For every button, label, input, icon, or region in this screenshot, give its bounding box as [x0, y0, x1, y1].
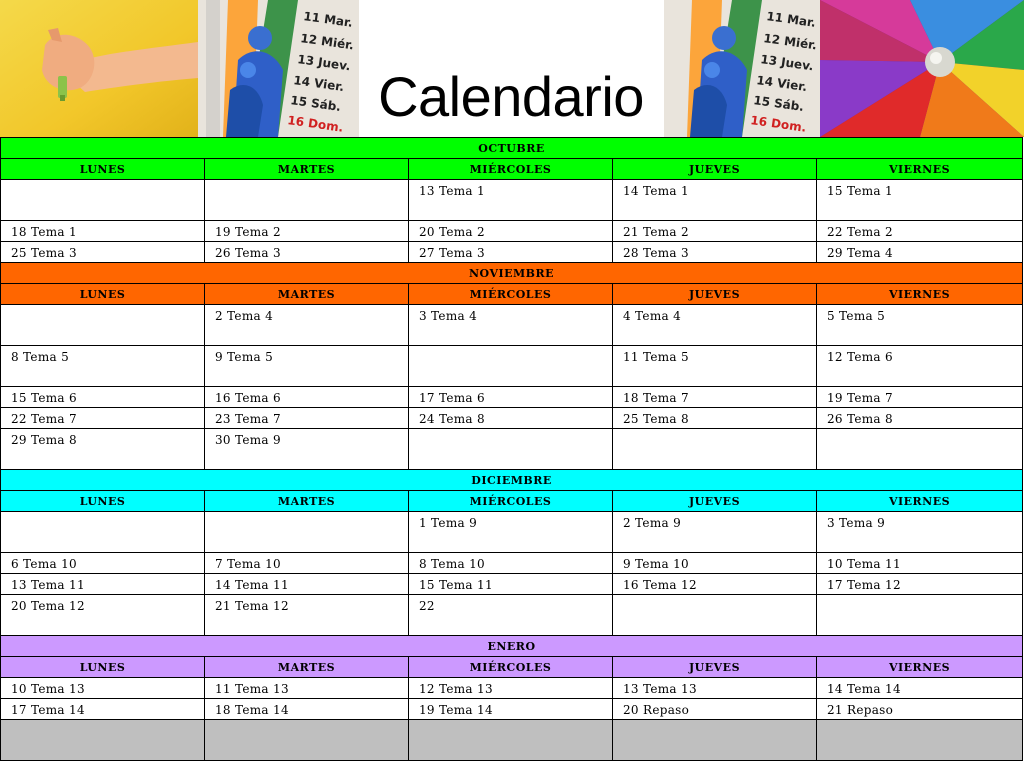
day-cell — [1, 512, 205, 553]
week-row — [1, 305, 1023, 346]
weekday-jueves: JUEVES — [613, 284, 817, 305]
day-cell: 17 Tema 14 — [1, 699, 205, 720]
weekday-jueves: JUEVES — [613, 159, 817, 180]
week-row — [1, 699, 1023, 720]
day-cell — [409, 429, 613, 470]
weekday-lunes: LUNES — [1, 491, 205, 512]
svg-text:16 Dom.: 16 Dom. — [749, 113, 808, 135]
weekday-header-row — [1, 159, 1023, 180]
day-cell: 20 Tema 12 — [1, 595, 205, 636]
day-cell — [817, 429, 1023, 470]
day-cell: 19 Tema 7 — [817, 387, 1023, 408]
svg-text:14 Vier.: 14 Vier. — [755, 73, 809, 95]
day-cell — [817, 720, 1023, 761]
day-cell: 7 Tema 10 — [205, 553, 409, 574]
svg-text:15 Sáb.: 15 Sáb. — [289, 93, 342, 115]
month-header-enero — [1, 636, 1023, 657]
weekday-martes: MARTES — [205, 491, 409, 512]
calendar-table — [0, 137, 1023, 761]
pinwheel-photo — [820, 0, 1024, 137]
weekday-lunes: LUNES — [1, 159, 205, 180]
day-cell: 13 Tema 1 — [409, 180, 613, 221]
day-cell — [205, 512, 409, 553]
day-cell: 28 Tema 3 — [613, 242, 817, 263]
month-header-octubre — [1, 138, 1023, 159]
day-cell: 25 Tema 8 — [613, 408, 817, 429]
day-cell: 22 Tema 2 — [817, 221, 1023, 242]
svg-text:11 Mar.: 11 Mar. — [302, 9, 354, 30]
week-row — [1, 242, 1023, 263]
week-row — [1, 221, 1023, 242]
day-cell: 22 Tema 7 — [1, 408, 205, 429]
day-cell — [613, 429, 817, 470]
day-cell: 11 Tema 13 — [205, 678, 409, 699]
month-header-diciembre — [1, 470, 1023, 491]
day-cell: 21 Tema 2 — [613, 221, 817, 242]
week-row — [1, 512, 1023, 553]
svg-text:15 Sáb.: 15 Sáb. — [752, 93, 805, 115]
weekday-viernes: VIERNES — [817, 284, 1023, 305]
day-cell: 20 Repaso — [613, 699, 817, 720]
weekday-viernes: VIERNES — [817, 657, 1023, 678]
day-cell: 4 Tema 4 — [613, 305, 817, 346]
week-row — [1, 180, 1023, 221]
day-cell — [1, 180, 205, 221]
day-cell: 10 Tema 13 — [1, 678, 205, 699]
month-title: OCTUBRE — [1, 138, 1023, 159]
day-cell: 12 Tema 6 — [817, 346, 1023, 387]
weekday-header-row — [1, 657, 1023, 678]
day-cell: 18 Tema 14 — [205, 699, 409, 720]
day-cell: 16 Tema 6 — [205, 387, 409, 408]
day-cell: 13 Tema 13 — [613, 678, 817, 699]
week-row — [1, 720, 1023, 761]
day-cell: 3 Tema 9 — [817, 512, 1023, 553]
week-row — [1, 553, 1023, 574]
day-cell: 29 Tema 8 — [1, 429, 205, 470]
day-cell: 15 Tema 1 — [817, 180, 1023, 221]
weekday-miércoles: MIÉRCOLES — [409, 657, 613, 678]
day-cell: 1 Tema 9 — [409, 512, 613, 553]
day-cell: 15 Tema 6 — [1, 387, 205, 408]
calendar-page-photo — [198, 0, 359, 137]
day-cell — [409, 346, 613, 387]
svg-text:16 Dom.: 16 Dom. — [286, 113, 345, 135]
day-cell: 23 Tema 7 — [205, 408, 409, 429]
day-cell: 2 Tema 9 — [613, 512, 817, 553]
weekday-miércoles: MIÉRCOLES — [409, 284, 613, 305]
page-title: Calendario — [378, 65, 644, 128]
day-cell: 22 — [409, 595, 613, 636]
day-cell: 13 Tema 11 — [1, 574, 205, 595]
weekday-viernes: VIERNES — [817, 491, 1023, 512]
day-cell: 10 Tema 11 — [817, 553, 1023, 574]
day-cell — [205, 720, 409, 761]
svg-text:12 Miér.: 12 Miér. — [299, 31, 355, 53]
week-row — [1, 678, 1023, 699]
svg-text:13 Juev.: 13 Juev. — [759, 52, 815, 74]
weekday-martes: MARTES — [205, 159, 409, 180]
day-cell — [613, 720, 817, 761]
day-cell: 26 Tema 3 — [205, 242, 409, 263]
weekday-jueves: JUEVES — [613, 491, 817, 512]
weekday-martes: MARTES — [205, 284, 409, 305]
svg-text:11 Mar.: 11 Mar. — [765, 9, 817, 30]
day-cell — [1, 720, 205, 761]
weekday-viernes: VIERNES — [817, 159, 1023, 180]
child-hand-photo — [0, 0, 198, 137]
weekday-jueves: JUEVES — [613, 657, 817, 678]
weekday-martes: MARTES — [205, 657, 409, 678]
day-cell: 8 Tema 10 — [409, 553, 613, 574]
day-cell: 18 Tema 1 — [1, 221, 205, 242]
day-cell: 2 Tema 4 — [205, 305, 409, 346]
day-cell: 21 Tema 12 — [205, 595, 409, 636]
calendar-page-photo-2 — [664, 0, 820, 137]
day-cell: 17 Tema 12 — [817, 574, 1023, 595]
day-cell — [409, 720, 613, 761]
day-cell: 14 Tema 1 — [613, 180, 817, 221]
day-cell: 30 Tema 9 — [205, 429, 409, 470]
day-cell: 3 Tema 4 — [409, 305, 613, 346]
day-cell: 16 Tema 12 — [613, 574, 817, 595]
day-cell — [1, 305, 205, 346]
weekday-lunes: LUNES — [1, 657, 205, 678]
week-row — [1, 346, 1023, 387]
day-cell: 26 Tema 8 — [817, 408, 1023, 429]
weekday-miércoles: MIÉRCOLES — [409, 491, 613, 512]
day-cell: 21 Repaso — [817, 699, 1023, 720]
day-cell: 14 Tema 11 — [205, 574, 409, 595]
month-title: DICIEMBRE — [1, 470, 1023, 491]
day-cell: 29 Tema 4 — [817, 242, 1023, 263]
day-cell: 17 Tema 6 — [409, 387, 613, 408]
day-cell: 5 Tema 5 — [817, 305, 1023, 346]
weekday-header-row — [1, 491, 1023, 512]
week-row — [1, 429, 1023, 470]
day-cell: 20 Tema 2 — [409, 221, 613, 242]
month-title: ENERO — [1, 636, 1023, 657]
day-cell: 27 Tema 3 — [409, 242, 613, 263]
day-cell — [205, 180, 409, 221]
day-cell: 15 Tema 11 — [409, 574, 613, 595]
day-cell: 12 Tema 13 — [409, 678, 613, 699]
weekday-lunes: LUNES — [1, 284, 205, 305]
day-cell: 8 Tema 5 — [1, 346, 205, 387]
day-cell: 19 Tema 2 — [205, 221, 409, 242]
day-cell: 11 Tema 5 — [613, 346, 817, 387]
day-cell: 9 Tema 5 — [205, 346, 409, 387]
svg-text:14 Vier.: 14 Vier. — [292, 73, 346, 95]
week-row — [1, 595, 1023, 636]
day-cell: 25 Tema 3 — [1, 242, 205, 263]
week-row — [1, 574, 1023, 595]
svg-text:12 Miér.: 12 Miér. — [762, 31, 818, 53]
day-cell: 24 Tema 8 — [409, 408, 613, 429]
day-cell: 9 Tema 10 — [613, 553, 817, 574]
weekday-header-row — [1, 284, 1023, 305]
day-cell — [613, 595, 817, 636]
day-cell — [817, 595, 1023, 636]
svg-text:13 Juev.: 13 Juev. — [296, 52, 352, 74]
week-row — [1, 408, 1023, 429]
day-cell: 14 Tema 14 — [817, 678, 1023, 699]
week-row — [1, 387, 1023, 408]
weekday-miércoles: MIÉRCOLES — [409, 159, 613, 180]
month-title: NOVIEMBRE — [1, 263, 1023, 284]
day-cell: 6 Tema 10 — [1, 553, 205, 574]
header — [0, 0, 1024, 137]
day-cell: 19 Tema 14 — [409, 699, 613, 720]
day-cell: 18 Tema 7 — [613, 387, 817, 408]
month-header-noviembre — [1, 263, 1023, 284]
